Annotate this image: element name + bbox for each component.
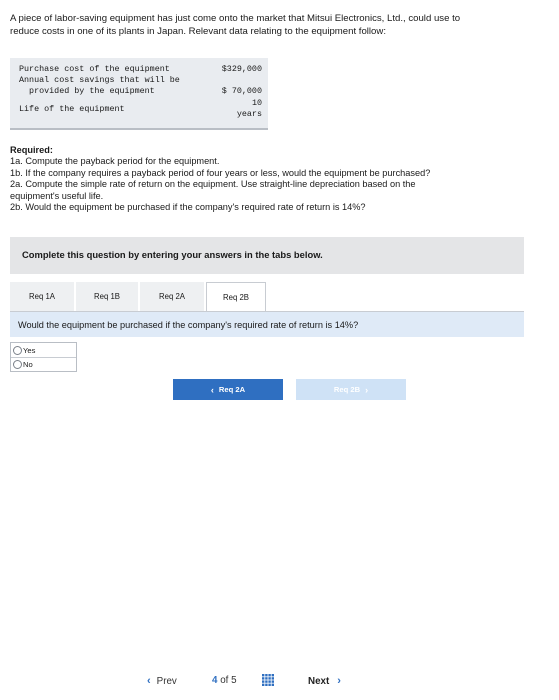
next-requirement-button[interactable] xyxy=(296,379,406,400)
row-label: Annual cost savings that will be xyxy=(19,75,180,85)
required-heading: Required: xyxy=(10,145,53,155)
chevron-right-icon: › xyxy=(337,675,341,687)
page-of: of 5 xyxy=(220,675,237,686)
chevron-left-icon: ‹ xyxy=(210,384,214,395)
option-label: Yes xyxy=(23,346,36,355)
prev-label: Prev xyxy=(156,675,177,687)
row-label: provided by the equipment xyxy=(19,86,155,96)
prev-requirement-button[interactable] xyxy=(173,379,283,400)
question-bar xyxy=(10,311,524,337)
chevron-right-icon: › xyxy=(365,384,369,395)
instruction-text: Complete this question by entering your answers in the tabs below. xyxy=(22,249,323,260)
row-label: Purchase cost of the equipment xyxy=(19,64,170,74)
pagination-footer xyxy=(0,672,559,694)
tab-req-1a[interactable]: Req 1A xyxy=(10,282,74,311)
option-yes[interactable] xyxy=(13,344,35,357)
next-label: Next xyxy=(308,675,330,687)
intro-line-1: A piece of labor-saving equipment has just come onto the market that Mitsui Electronics, Ltd., could use to xyxy=(10,13,461,24)
option-label: No xyxy=(23,360,33,369)
required-item: 1b. If the company requires a payback period of four years or less, would the equipment be purchased? xyxy=(10,167,431,178)
page-indicator xyxy=(212,675,237,686)
prev-requirement-label: Req 2A xyxy=(218,385,246,394)
row-label: Life of the equipment xyxy=(19,104,125,114)
required-item: equipment's useful life. xyxy=(10,190,104,201)
radio-icon[interactable] xyxy=(13,346,22,355)
required-section xyxy=(10,145,530,213)
row-value: $329,000 xyxy=(221,64,262,74)
question-text: Would the equipment be purchased if the company's required rate of return is 14%? xyxy=(18,320,359,330)
instruction-bar xyxy=(10,237,524,274)
equipment-data-table xyxy=(10,58,268,130)
required-item: 2a. Compute the simple rate of return on the equipment. Use straight-line depreciation based on the xyxy=(10,179,416,190)
intro-text xyxy=(10,13,540,38)
prev-page-button[interactable] xyxy=(147,675,177,687)
chevron-left-icon: ‹ xyxy=(147,675,151,687)
intro-line-2: reduce costs in one of its plants in Japan. Relevant data relating to the equipment follow: xyxy=(10,25,386,37)
tab-req-2b[interactable]: Req 2B xyxy=(206,282,266,311)
required-item: 1a. Compute the payback period for the equipment. xyxy=(10,156,220,167)
radio-icon[interactable] xyxy=(13,360,22,369)
option-no[interactable] xyxy=(13,358,33,371)
row-value: 10 xyxy=(251,98,262,108)
tab-req-2a[interactable]: Req 2A xyxy=(140,282,204,311)
next-page-button[interactable] xyxy=(308,675,341,687)
page-current: 4 xyxy=(212,675,218,686)
required-item: 2b. Would the equipment be purchased if the company's required rate of return is 14%? xyxy=(10,202,366,213)
answer-options xyxy=(10,342,77,372)
row-value: $ 70,000 xyxy=(221,86,262,96)
next-requirement-label: Req 2B xyxy=(333,385,361,394)
tab-req-1b[interactable]: Req 1B xyxy=(76,282,138,311)
row-value: years xyxy=(236,109,262,119)
grid-icon[interactable] xyxy=(262,674,274,686)
